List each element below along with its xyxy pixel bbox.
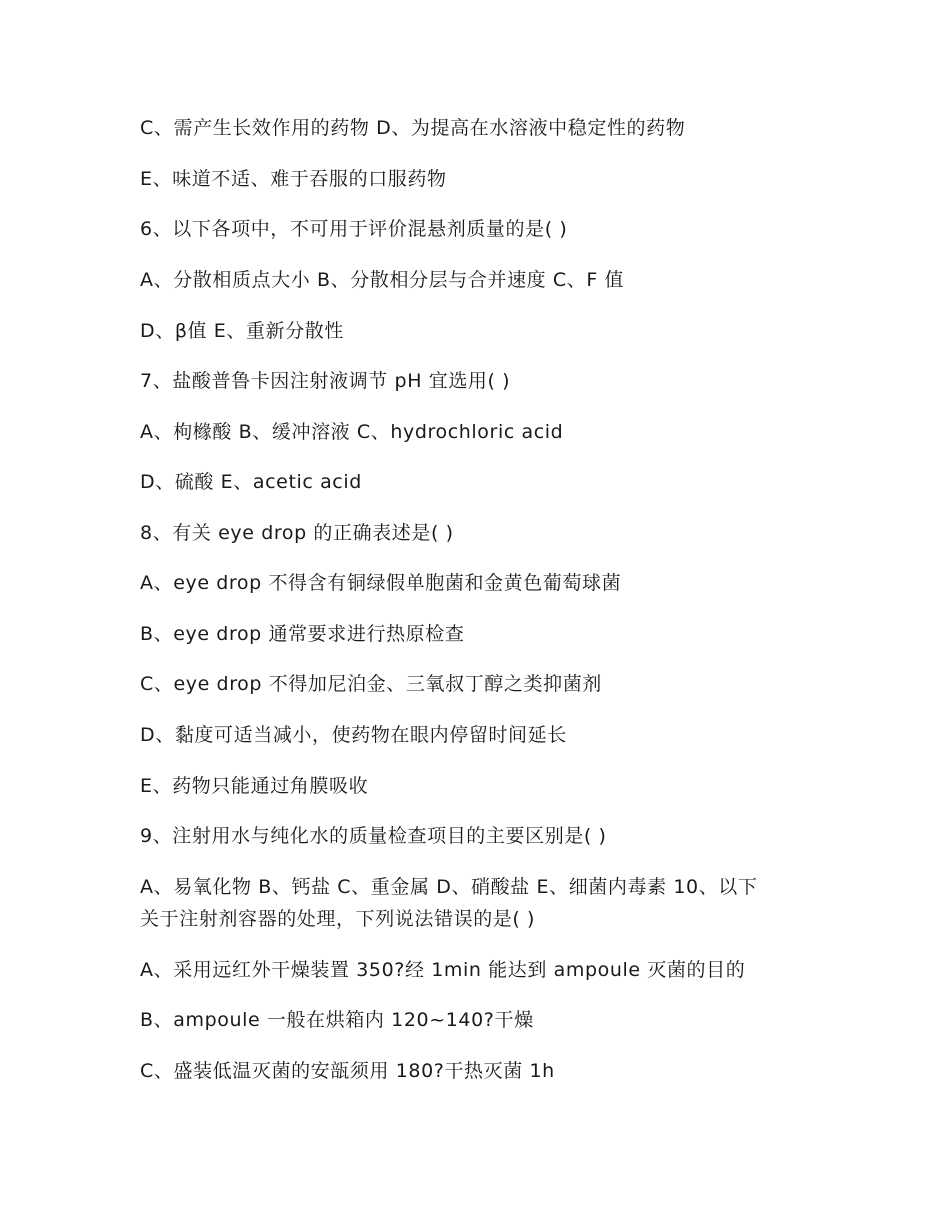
option-8c: C、eye drop 不得加尼泊金、三氧叔丁醇之类抑菌剂 — [140, 673, 602, 695]
option-10c: C、盛装低温灭菌的安瓿须用 180?干热灭菌 1h — [140, 1060, 555, 1082]
question-8: 8、有关 eye drop 的正确表述是( ) — [140, 522, 454, 544]
option-8d: D、黏度可适当减小，使药物在眼内停留时间延长 — [140, 724, 567, 746]
option-10a: A、采用远红外干燥装置 350?经 1min 能达到 ampoule 灭菌的目的 — [140, 959, 746, 981]
option-line-7a-7c: A、枸橼酸 B、缓冲溶液 C、hydrochloric acid — [140, 421, 564, 443]
option-8e: E、药物只能通过角膜吸收 — [140, 775, 369, 797]
option-line-5c-5d: C、需产生长效作用的药物 D、为提高在水溶液中稳定性的药物 — [140, 117, 686, 139]
question-7: 7、盐酸普鲁卡因注射液调节 pH 宜选用( ) — [140, 370, 511, 392]
option-line-7d-7e: D、硫酸 E、acetic acid — [140, 471, 362, 493]
option-line-9a-9e-question-10: A、易氧化物 B、钙盐 C、重金属 D、硝酸盐 E、细菌内毒素 10、以下 — [140, 876, 758, 898]
option-10b: B、ampoule 一般在烘箱内 120~140?干燥 — [140, 1009, 534, 1031]
option-8a: A、eye drop 不得含有铜绿假单胞菌和金黄色葡萄球菌 — [140, 572, 622, 594]
option-line-6d-6e: D、β值 E、重新分散性 — [140, 320, 345, 342]
option-line-6a-6c: A、分散相质点大小 B、分散相分层与合并速度 C、F 值 — [140, 269, 625, 291]
question-9: 9、注射用水与纯化水的质量检查项目的主要区别是( ) — [140, 825, 607, 847]
question-6: 6、以下各项中，不可用于评价混悬剂质量的是( ) — [140, 218, 568, 240]
question-10-continued: 关于注射剂容器的处理，下列说法错误的是( ) — [140, 908, 536, 930]
option-line-5e: E、味道不适、难于吞服的口服药物 — [140, 168, 447, 190]
option-8b: B、eye drop 通常要求进行热原检查 — [140, 623, 465, 645]
